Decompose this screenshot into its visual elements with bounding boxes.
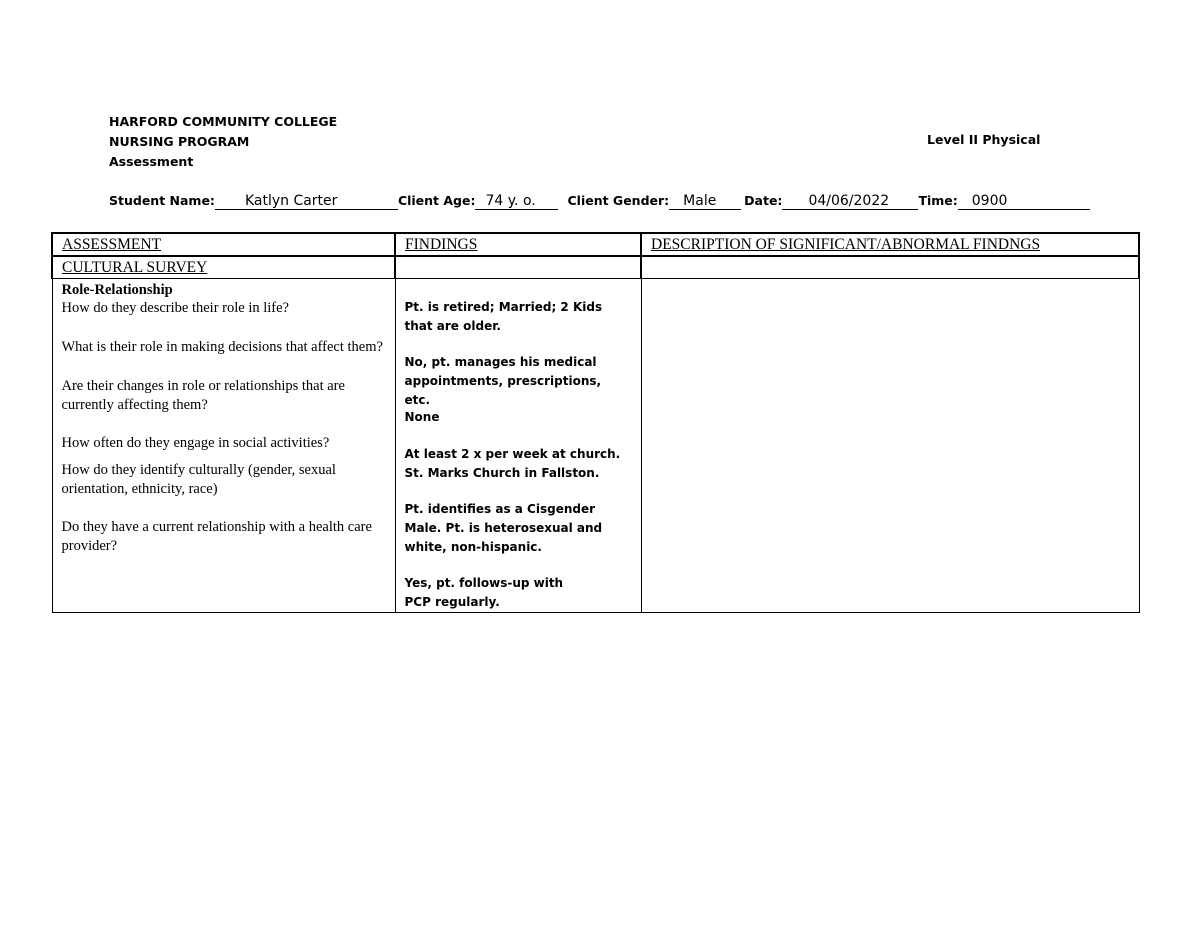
finding-5: Pt. identifies as a Cisgender Male. Pt. is heterosexual and white, non-hispanic. (404, 502, 603, 554)
finding-1: Pt. is retired; Married; 2 Kids that are older. (404, 300, 603, 333)
program-name: NURSING PROGRAM (109, 134, 250, 149)
date-field[interactable]: 04/06/2022 (782, 192, 918, 210)
finding-4: At least 2 x per week at church. St. Marks Church in Fallston. (404, 447, 621, 480)
form-header (109, 112, 337, 172)
section-description-blank (641, 256, 1139, 279)
college-name: HARFORD COMMUNITY COLLEGE (109, 114, 338, 129)
finding-2: No, pt. manages his medical appointments, prescriptions, etc. (404, 355, 602, 407)
question-3: Are their changes in role or relationships that are currently affecting them? (61, 378, 345, 413)
section-findings-blank (395, 256, 641, 279)
student-name-field[interactable]: Katlyn Carter (215, 192, 398, 210)
section-title: CULTURAL SURVEY (52, 256, 395, 279)
question-4: How often do they engage in social activities? (61, 435, 330, 451)
student-info-row (109, 192, 1084, 212)
header-description: DESCRIPTION OF SIGNIFICANT/ABNORMAL FINDNGS (641, 233, 1139, 256)
form-title: Assessment (109, 154, 194, 169)
client-gender-label: Client Gender: (567, 193, 670, 208)
section-row (52, 256, 1139, 279)
question-6: Do they have a current relationship with a health care provider? (61, 519, 372, 554)
findings-cell (395, 279, 641, 613)
client-gender-field[interactable]: Male (669, 192, 741, 210)
header-findings: FINDINGS (395, 233, 641, 256)
client-age-field[interactable]: 74 y. o. (475, 192, 558, 210)
table-header-row (52, 233, 1139, 256)
time-label: Time: (918, 193, 958, 208)
description-cell[interactable] (641, 279, 1139, 613)
level-label: Level II Physical (927, 132, 1041, 147)
subsection-title: Role-Relationship (61, 282, 173, 298)
question-2: What is their role in making decisions that affect them? (61, 339, 383, 355)
question-5: How do they identify culturally (gender, sexual orientation, ethnicity, race) (61, 462, 336, 497)
assessment-cell (52, 279, 395, 613)
student-name-label: Student Name: (109, 193, 215, 208)
date-label: Date: (744, 193, 783, 208)
time-field[interactable]: 0900 (958, 192, 1090, 210)
client-age-label: Client Age: (397, 193, 476, 208)
table-row (52, 279, 1139, 613)
assessment-table (51, 232, 1140, 613)
question-1: How do they describe their role in life? (61, 300, 289, 316)
header-assessment: ASSESSMENT (52, 233, 395, 256)
finding-3: None (404, 410, 440, 424)
finding-6: Yes, pt. follows-up with PCP regularly. (404, 576, 564, 609)
